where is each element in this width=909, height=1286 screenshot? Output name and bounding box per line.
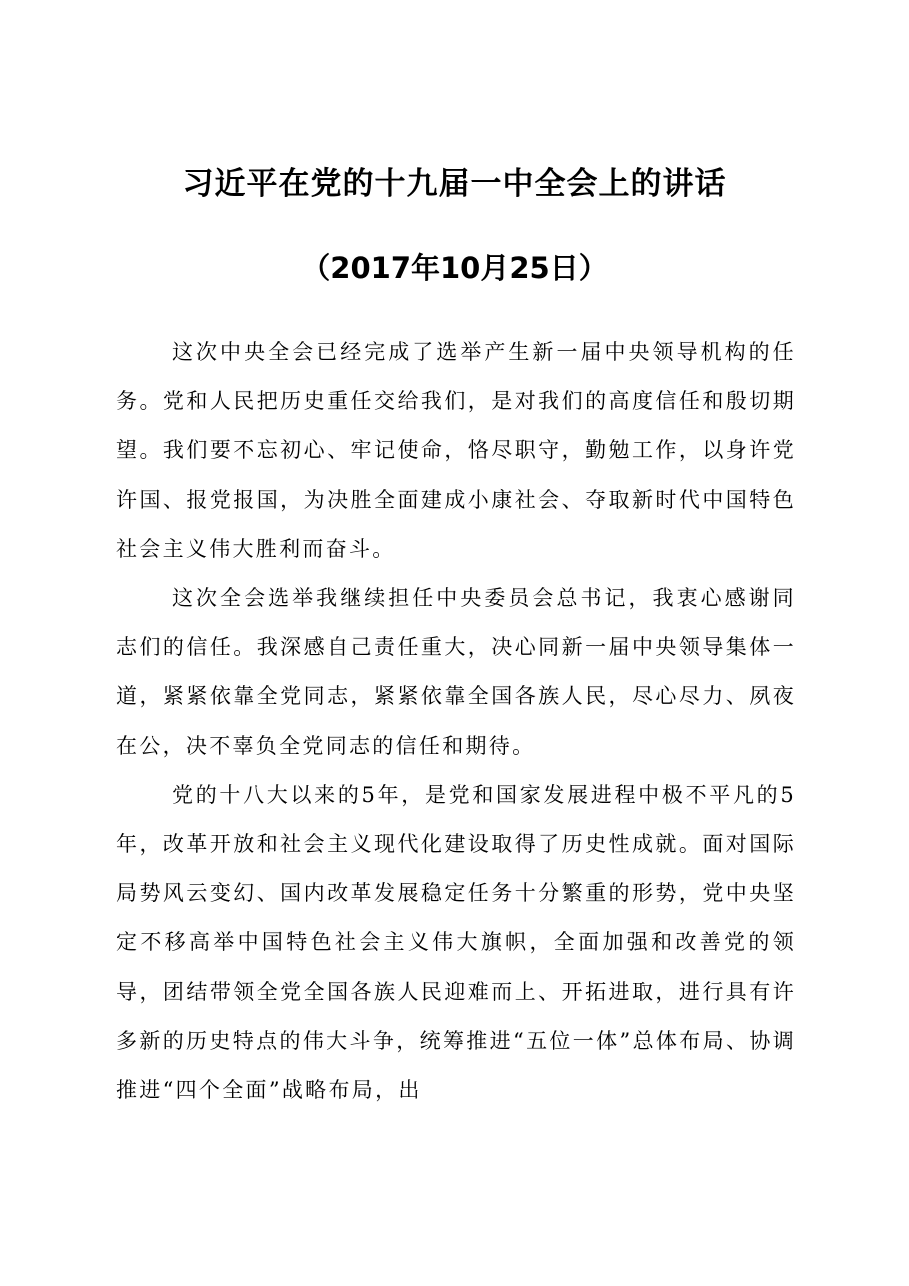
paragraph-2: 这次全会选举我继续担任中央委员会总书记，我衷心感谢同志们的信任。我深感自己责任重大，决心同新一届中央领导集体一道，紧紧依靠全党同志，紧紧依靠全国各族人民，尽心尽力、夙夜在公，决不辜负全党同志的信任和期待。 (116, 586, 796, 758)
speech-date: （2017年10月25日） (301, 251, 608, 285)
paragraph-3: 党的十八大以来的5年，是党和国家发展进程中极不平凡的5年，改革开放和社会主义现代化建设取得了历史性成就。面对国际局势风云变幻、国内改革发展稳定任务十分繁重的形势，党中央坚定不移高举中国特色社会主义伟大旗帜，全面加强和改善党的领导，团结带领全党全国各族人民迎难而上、开拓进取，进行具有许多新的历史特点的伟大斗争，统筹推进“五位一体”总体布局、协调推进“四个全面”战略布局，出 (116, 782, 796, 1103)
document-body (116, 328, 796, 1115)
page-title: 习近平在党的十九届一中全会上的讲话 (182, 166, 727, 202)
paragraph-1: 这次中央全会已经完成了选举产生新一届中央领导机构的任务。党和人民把历史重任交给我们，是对我们的高度信任和殷切期望。我们要不忘初心、牢记使命，恪尽职守，勤勉工作，以身许党许国、报党报国，为决胜全面建成小康社会、夺取新时代中国特色社会主义伟大胜利而奋斗。 (116, 340, 796, 561)
